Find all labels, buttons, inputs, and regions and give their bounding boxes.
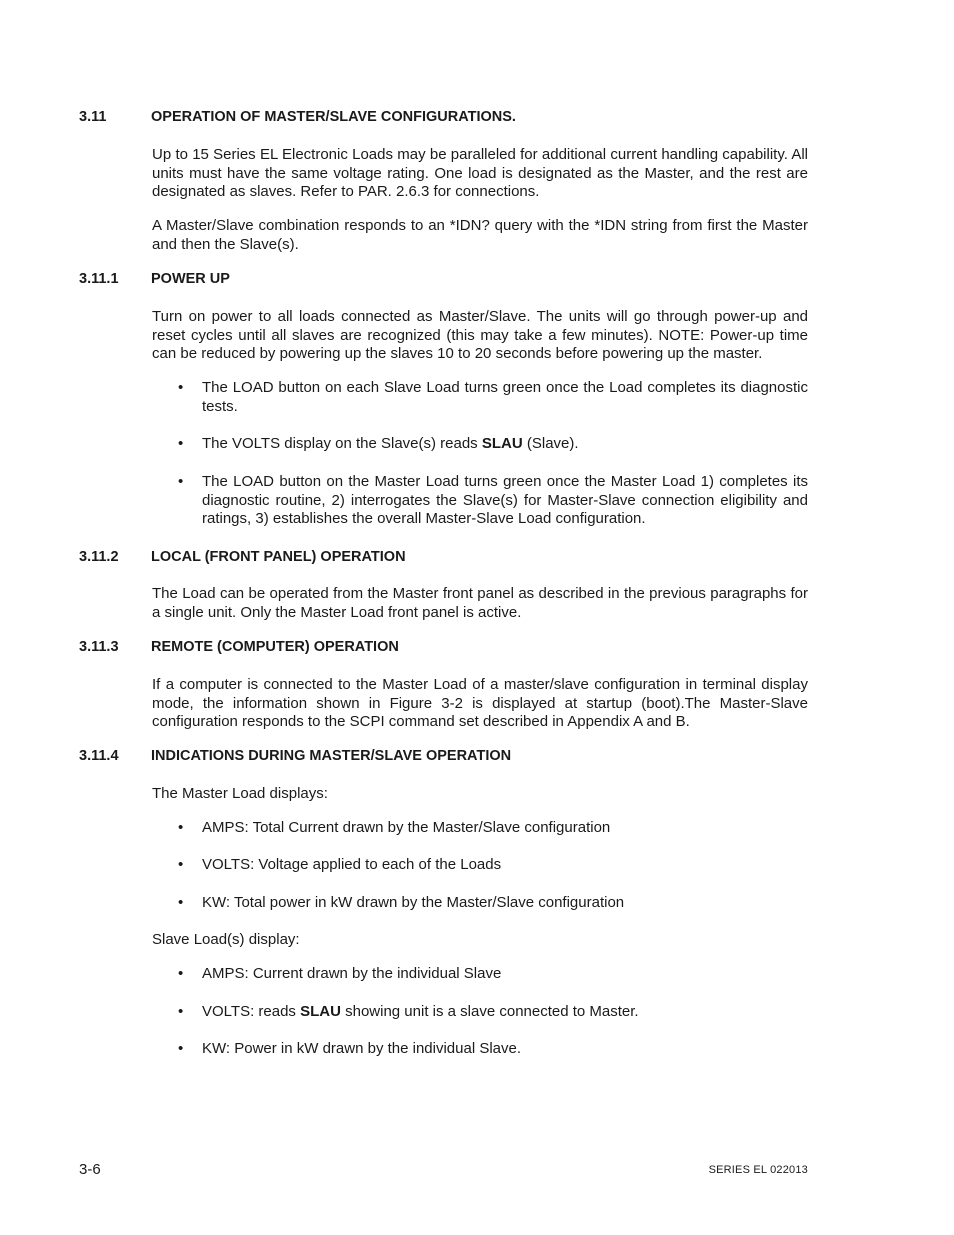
paragraph-master-slave-intro: Up to 15 Series EL Electronic Loads may be paralleled for additional current handling capability. All units must have the same voltage rating. One load is designated as the Master, and the rest are designated as slaves. Refer to PAR. 2.6.3 for connections.	[152, 146, 808, 201]
section-heading-3-11-2	[79, 548, 406, 566]
section-title: LOCAL (FRONT PANEL) OPERATION	[151, 549, 406, 565]
text-run: (Slave).	[522, 435, 579, 452]
paragraph-master-displays: The Master Load displays:	[152, 785, 328, 802]
paragraph-power-up: Turn on power to all loads connected as Master/Slave. The units will go through power-up and reset cycles until all slaves are recognized (this may take a few minutes). NOTE: Power-up time can be reduced by powering up the slaves 10 to 20 seconds before powering up the master.	[152, 308, 808, 363]
section-number: 3.11.3	[79, 639, 119, 655]
list-item-text: KW: Power in kW drawn by the individual Slave.	[202, 1040, 522, 1057]
list-item-text	[202, 435, 808, 454]
paragraph-slave-displays: Slave Load(s) display:	[152, 931, 300, 948]
list-item-text: AMPS: Current drawn by the individual Slave	[202, 965, 502, 982]
bullet-glyph: •	[178, 856, 184, 873]
list-item-text: KW: Total power in kW drawn by the Master/Slave configuration	[202, 894, 625, 911]
bullet-glyph: •	[178, 1040, 184, 1057]
section-heading-3-11-1	[79, 270, 230, 288]
section-title: OPERATION OF MASTER/SLAVE CONFIGURATIONS.	[151, 109, 516, 125]
section-number: 3.11.4	[79, 748, 119, 764]
text-run: VOLTS: reads	[202, 1003, 301, 1020]
document-id: SERIES EL 022013	[708, 1164, 808, 1176]
section-title: POWER UP	[151, 271, 230, 287]
slau-label: SLAU	[300, 1003, 341, 1020]
bullet-glyph: •	[178, 379, 184, 396]
section-number: 3.11.2	[79, 549, 119, 565]
paragraph-local-operation: The Load can be operated from the Master front panel as described in the previous paragraphs for a single unit. Only the Master Load front panel is active.	[152, 585, 808, 621]
section-number: 3.11	[79, 109, 107, 125]
section-title: REMOTE (COMPUTER) OPERATION	[151, 639, 399, 655]
bullet-glyph: •	[178, 965, 184, 982]
list-item-text: VOLTS: Voltage applied to each of the Loads	[202, 856, 502, 873]
list-item-text	[202, 1003, 808, 1022]
bullet-glyph: •	[178, 473, 184, 490]
list-item-text: AMPS: Total Current drawn by the Master/Slave configuration	[202, 819, 611, 836]
bullet-glyph: •	[178, 435, 184, 452]
paragraph-remote-operation: If a computer is connected to the Master Load of a master/slave configuration in terminal display mode, the information shown in Figure 3-2 is displayed at startup (boot).The Master-Slave configuration responds to the SCPI command set described in Appendix A and B.	[152, 676, 808, 731]
page-number: 3-6	[79, 1161, 101, 1178]
section-heading-3-11-3	[79, 638, 399, 656]
section-title: INDICATIONS DURING MASTER/SLAVE OPERATION	[151, 748, 512, 764]
section-heading-3-11	[79, 108, 516, 126]
bullet-glyph: •	[178, 1003, 184, 1020]
section-number: 3.11.1	[79, 271, 119, 287]
paragraph-idn-query: A Master/Slave combination responds to an *IDN? query with the *IDN string from first the Master and then the Slave(s).	[152, 217, 808, 253]
section-heading-3-11-4	[79, 747, 511, 765]
list-item-text: The LOAD button on each Slave Load turns green once the Load completes its diagnostic tests.	[202, 379, 808, 415]
bullet-glyph: •	[178, 819, 184, 836]
bullet-glyph: •	[178, 894, 184, 911]
slau-label: SLAU	[481, 435, 523, 452]
list-item-text: The LOAD button on the Master Load turns green once the Master Load 1) completes its diagnostic routine, 2) interrogates the Slave(s) for Master-Slave connection eligibility and ratings, 3) establishes the overall Master-Slave Load configuration.	[202, 473, 808, 528]
text-run: showing unit is a slave connected to Master.	[340, 1003, 639, 1020]
text-run: The VOLTS display on the Slave(s) reads	[202, 435, 482, 452]
